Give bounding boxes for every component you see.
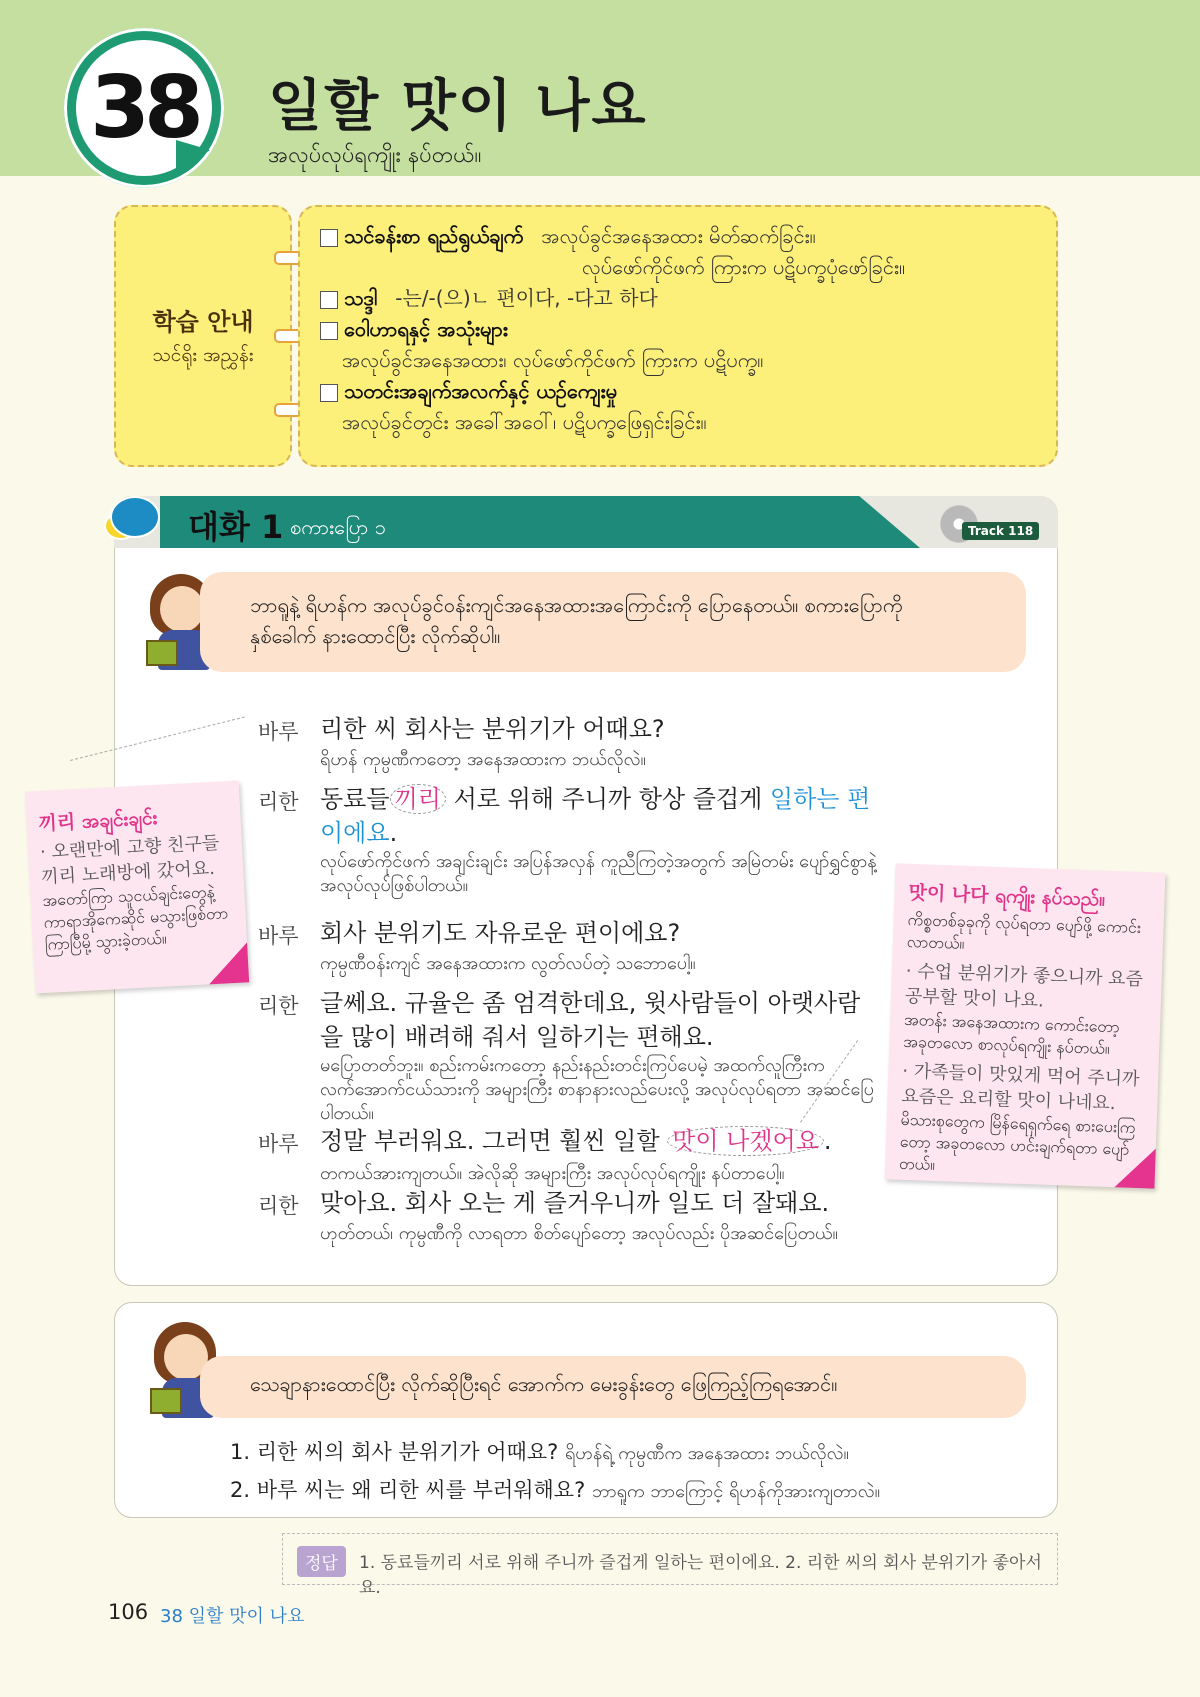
dialog-line-my: ရိဟန် ကုမ္ပဏီကတော့ အနေအထားက ဘယ်လိုလဲ။ — [320, 749, 646, 770]
guide-row-objective — [320, 221, 1056, 252]
guide-title: 학습 안내 — [152, 307, 254, 336]
question-item — [230, 1436, 849, 1466]
checkbox-icon — [320, 291, 338, 309]
note-translation: အတော်ကြာ သူငယ်ချင်းတွေနဲ့ ကာရာအိုကေဆိုင် မသွားဖြစ်တာကြာပြီမို့ သွားခဲ့တယ်။ — [42, 881, 229, 954]
answer-label: 정답 — [297, 1546, 346, 1577]
text-segment: 정말 부러워요. 그러면 훨씬 일할 — [320, 1127, 668, 1155]
text-segment: . — [823, 1127, 832, 1155]
note-example: · 오랜만에 고향 친구들 끼리 노래방에 갔어요. — [39, 832, 220, 888]
speaker-label: 리한 — [258, 994, 299, 1018]
highlight-grammar: 일하는 편이에요 — [320, 785, 871, 847]
question-ko: 1. 리한 씨의 회사 분위기가 어때요? — [230, 1440, 559, 1464]
note-example: · 수업 분위기가 좋으니까 요즘 공부할 맛이 나요. — [904, 960, 1144, 1012]
note-intro: ကိစ္စတစ်ခုခုကို လုပ်ရတာ ပျော်ဖို့ ကောင်းလာတယ်။ — [906, 909, 1142, 953]
dialog-instruction — [200, 572, 1026, 672]
note-title: 맛이 나다 ရကျိုး နပ်သည်။ — [908, 881, 1106, 911]
page-title: 일할 맛이 나요 — [268, 74, 648, 139]
questions-instruction: သေချာနားထောင်ပြီး လိုက်ဆိုပြီးရင် အောက်က မေးခွန်းတွေ ဖြေကြည့်ကြရအောင်။ — [200, 1356, 1026, 1418]
guide-key: ဝေါဟာရနှင့် အသုံးများ — [344, 317, 508, 341]
speech-tail — [176, 140, 210, 174]
note-kkiri — [25, 781, 249, 994]
dialog-line-my: ဟုတ်တယ်၊ ကုမ္ပဏီကို လာရတာ စိတ်ပျော်တော့ အလုပ်လည်း ပိုအဆင်ပြေတယ်။ — [320, 1223, 838, 1244]
guide-row-grammar — [320, 283, 1056, 314]
checkbox-icon — [320, 229, 338, 247]
instruction-line: နှစ်ခေါက် နားထောင်ပြီး လိုက်ဆိုပါ။ — [250, 624, 501, 648]
speaker-label: 바루 — [258, 1132, 299, 1156]
highlight-expression: 맛이 나겠어요 — [667, 1126, 824, 1156]
guide-row-culture — [320, 376, 1056, 407]
speaker-label: 바루 — [258, 924, 299, 948]
guide-content-box — [298, 205, 1058, 467]
dialog-title-my: စကားပြော ၁ — [290, 515, 386, 539]
question-my: ရိဟန်ရဲ့ ကုမ္ပဏီက အနေအထား ဘယ်လိုလဲ။ — [564, 1443, 849, 1464]
guide-subtitle: သင်ရိုး အညွှန်း — [152, 343, 254, 366]
note-title: 끼리 အချင်းချင်း — [37, 806, 158, 836]
checkbox-icon — [320, 322, 338, 340]
text-segment: 동료들 — [320, 785, 390, 813]
page-number: 106 — [108, 1600, 149, 1624]
answer-box — [282, 1533, 1058, 1598]
guide-label-box — [114, 205, 292, 467]
note-mashi-nada — [885, 863, 1166, 1188]
speaker-label: 리한 — [258, 1194, 299, 1218]
question-my: ဘာရူက ဘာကြောင့် ရိဟန်ကိုအားကျတာလဲ။ — [591, 1481, 881, 1502]
book-icon — [150, 1388, 182, 1414]
dialog-line-my: တကယ်အားကျတယ်။ အဲလိုဆို အများကြီး အလုပ်လုပ်ရကျိုး နပ်တာပေါ့။ — [320, 1163, 785, 1184]
speaker-label: 바루 — [258, 720, 299, 744]
guide-value: အလုပ်ခွင်အနေအထား မိတ်ဆက်ခြင်း။ — [541, 224, 816, 248]
checkbox-icon — [320, 384, 338, 402]
guide-row-vocabulary — [320, 314, 1056, 345]
note-translation: အတန်း အနေအထားက ကောင်းတော့ အခုတလော စာလုပ်ရကျိုး နပ်တယ်။ — [903, 1009, 1120, 1058]
guide-key: သဒ္ဒါ — [344, 286, 378, 310]
dialog-line-ko: 맞아요. 회사 오는 게 즐거우니까 일도 더 잘돼요. — [320, 1189, 830, 1217]
guide-value: -는/-(으)ㄴ 편이다, -다고 하다 — [395, 286, 658, 310]
audio-track-button[interactable]: Track 118 — [962, 522, 1039, 540]
chat-bubble-icon — [110, 496, 160, 538]
question-ko: 2. 바루 씨는 왜 리한 씨를 부러워해요? — [230, 1478, 586, 1502]
instruction-line: ဘာရူနဲ့ ရိဟန်က အလုပ်ခွင်ဝန်းကျင်အနေအထားအကြောင်းကို ပြောနေတယ်။ စကားပြောကို — [250, 593, 903, 617]
note-corner-fold — [207, 942, 249, 984]
guide-value: အလုပ်ခွင်အနေအထား၊ လုပ်ဖော်ကိုင်ဖက် ကြားက ပဋိပက္ခ။ — [342, 348, 764, 372]
dialog-line-ko — [320, 782, 880, 850]
guide-value: အလုပ်ခွင်တွင်း အခေါ်အဝေါ်၊ ပဋိပက္ခဖြေရှင်းခြင်း။ — [342, 410, 707, 434]
note-example: · 가족들이 맛있게 먹어 주니까 요즘은 요리할 맛이 나네요. — [901, 1060, 1140, 1115]
lesson-number: 38 — [90, 58, 198, 158]
dialog-line-ko: 리한 씨 회사는 분위기가 어때요? — [320, 715, 665, 743]
dialog-line-my: လုပ်ဖော်ကိုင်ဖက် အချင်းချင်း အပြန်အလှန် ကူညီကြတဲ့အတွက် အမြဲတမ်း ပျော်ရွှင်စွာနဲ့ အလုပ်လုပ်ဖြစ်ပါတယ်။ — [320, 851, 877, 896]
dialog-line-ko: 글쎄요. 규율은 좀 엄격한데요, 윗사람들이 아랫사람을 많이 배려해 줘서 일하기는 편해요. — [320, 989, 861, 1051]
note-corner-fold — [1114, 1147, 1155, 1188]
page-subtitle: အလုပ်လုပ်ရကျိုး နပ်တယ်။ — [268, 143, 482, 168]
dialog-title: 대화 1 — [188, 508, 284, 546]
highlight-kkiri: 끼리 — [390, 784, 446, 814]
question-item — [230, 1474, 880, 1504]
running-title: 38 일할 맛이 나요 — [160, 1606, 305, 1627]
text-segment: 서로 위해 주니까 항상 즐겁게 — [445, 785, 770, 813]
guide-value: လုပ်ဖော်ကိုင်ဖက် ကြားက ပဋိပက္ခပုံဖော်ခြင်း။ — [582, 255, 906, 279]
speaker-label: 리한 — [258, 790, 299, 814]
guide-key: သင်ခန်းစာ ရည်ရွယ်ချက် — [344, 224, 524, 248]
dialog-line-ko: 회사 분위기도 자유로운 편이에요? — [320, 919, 681, 947]
study-guide — [114, 205, 1058, 467]
note-translation: မိသားစုတွေက မြိန်ရေရှက်ရေ စားပေးကြတော့ အခုတလော ဟင်းချက်ရတာ ပျော်တယ်။ — [898, 1109, 1136, 1174]
text-segment: . — [389, 819, 398, 847]
dialog-line-my: ကုမ္ပဏီဝန်းကျင် အနေအထားက လွတ်လပ်တဲ့ သဘောပေါ့။ — [320, 953, 696, 974]
answer-text: 1. 동료들끼리 서로 위해 주니까 즐겁게 일하는 편이에요. 2. 리한 씨의 회사 분위기가 좋아서요. — [359, 1553, 1042, 1598]
dialog-line-my: မပြောတတ်ဘူး။ စည်းကမ်းကတော့ နည်းနည်းတင်းကြပ်ပေမဲ့ အထက်လူကြီးက လက်အောက်ငယ်သားကို အများကြီး စာနာနားလည်ပေးလို့ အလုပ်လုပ်ရတာ အဆင်ပြေပါတယ်။ — [320, 1055, 874, 1124]
guide-key: သတင်းအချက်အလက်နှင့် ယဉ်ကျေးမှု — [344, 379, 617, 403]
book-icon — [146, 640, 178, 666]
dialog-line-ko — [320, 1124, 880, 1158]
